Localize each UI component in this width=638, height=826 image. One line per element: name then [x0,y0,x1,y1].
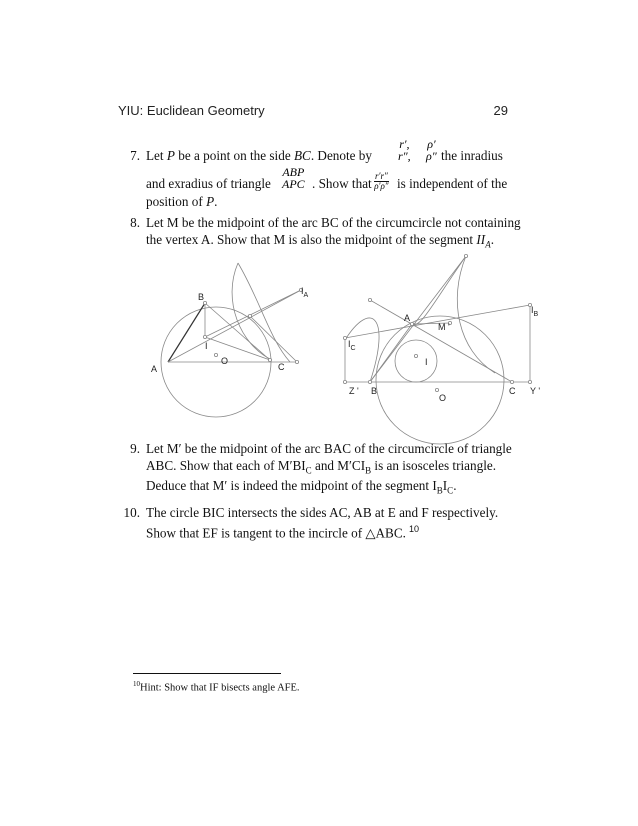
left-label-ia: $I_A$ [301,286,309,299]
problem-9-line-1: 9. Let M′ be the midpoint of the arc BAC of the circumcircle of triangle [118,440,512,457]
problem-7-line-2: and exradius of triangle [146,176,271,191]
left-label-o: O [221,356,229,366]
page-number: 29 [493,103,508,118]
problem-7-line-2-end: is independent of the [397,176,508,191]
ratio-fraction: $\frac{r'r''}{\rho'\rho''}$ [374,171,389,191]
left-label-b: B [198,292,205,302]
triangle-symbols: ABP APC [282,165,305,191]
right-label-z: Z ' [349,386,359,396]
problem-8-line-1: 8. Let M be the midpoint of the arc BC of the circumcircle not containing [118,214,521,231]
left-side-ab [168,303,205,362]
problem-9-number: 9. [130,441,140,456]
problem-7-line-2-mid: . Show that [312,176,372,191]
right-label-o: O [439,393,447,403]
right-incircle [395,340,437,382]
right-label-b: B [371,386,378,396]
footnote-reference: 10 [408,524,419,534]
problem-7-number: 7. [130,148,140,163]
problem-10-line-2: Show that EF is tangent to the incircle of △ABC. $^{10}$ [146,524,419,541]
left-label-c: C [278,362,285,372]
problem-10-number: 10. [123,505,140,520]
exradius-symbols: ρ′ ρ″ [426,137,437,163]
problem-7-line-1-end: the inradius [441,148,503,163]
problem-9-line-3: Deduce that M′ is indeed the midpoint of the segment $I_BI_C$. [146,478,457,496]
problem-10-line-1: 10. The circle BIC intersects the sides AC, AB at E and F respectively. [118,504,498,521]
right-label-c: C [509,386,516,396]
footnote-mark: 10 [133,680,140,688]
right-label-ib: $I_B$ [531,305,539,318]
left-label-i: I [205,341,208,351]
problem-7-line-1: 7. Let P be a point on the side BC. Denote by [118,147,372,164]
right-figure-labels [348,305,540,403]
problem-8-line-2: the vertex A. Show that M is also the midpoint of the segment $II_A$. [146,232,494,250]
left-label-a: A [151,364,158,374]
right-circumcircle [376,316,504,444]
footnote-rule [133,673,281,674]
right-label-a: A [404,313,411,323]
left-figure-labels [151,286,309,374]
problem-7-line-3: position of P. [146,194,218,209]
right-label-i: I [425,357,428,367]
left-figure [161,263,303,417]
problem-9-line-2: ABC. Show that each of $M'BI_C$ and $M'CI_B$ is an isosceles triangle. [146,458,497,476]
right-figure [343,254,531,444]
right-label-ic: $I_C$ [348,339,356,352]
right-label-y: Y ' [530,386,541,396]
right-label-m: M ' [438,322,450,332]
running-title: YIU: Euclidean Geometry [118,103,265,118]
footnote-text: Hint: Show that IF bisects angle AFE. [140,682,300,694]
problem-8-number: 8. [130,215,140,230]
inradius-symbols: r′, r″, [398,137,411,163]
footnote [133,680,300,694]
